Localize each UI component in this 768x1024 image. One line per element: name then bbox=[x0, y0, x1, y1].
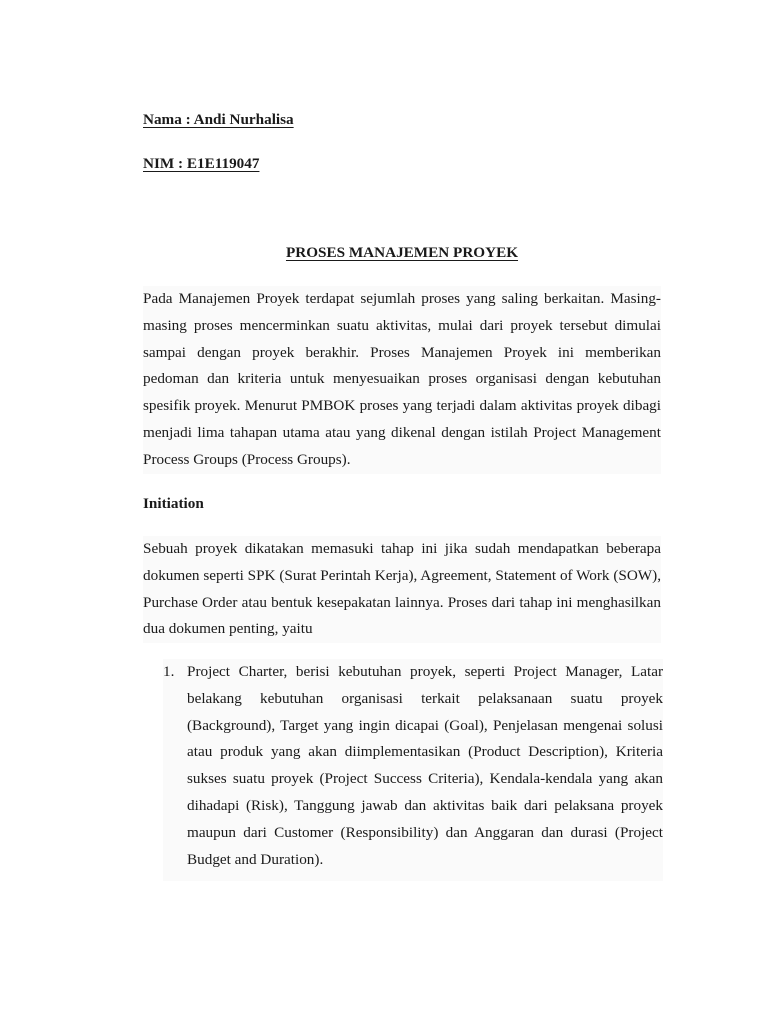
section-heading-initiation: Initiation bbox=[143, 495, 204, 512]
student-nim: NIM : E1E119047 bbox=[143, 155, 260, 172]
initiation-list bbox=[163, 659, 663, 881]
list-item bbox=[163, 659, 663, 873]
initiation-paragraph: Sebuah proyek dikatakan memasuki tahap ini jika sudah mendapatkan beberapa dokumen seperti SPK (Surat Perintah Kerja), Agreement, Statement of Work (SOW), Purchase Order atau bentuk kesepakatan lainnya. Proses dari tahap ini menghasilkan dua dokumen penting, yaitu bbox=[143, 536, 661, 643]
intro-paragraph: Pada Manajemen Proyek terdapat sejumlah proses yang saling berkaitan. Masing-masing proses mencerminkan suatu aktivitas, mulai dari proyek tersebut dimulai sampai dengan proyek berakhir. Proses Manajemen Proyek ini memberikan pedoman dan kriteria untuk menyesuaikan proses organisasi dengan kebutuhan spesifik proyek. Menurut PMBOK proses yang terjadi dalam aktivitas proyek dibagi menjadi lima tahapan utama atau yang dikenal dengan istilah Project Management Process Groups (Process Groups). bbox=[143, 286, 661, 474]
list-item-number: 1. bbox=[163, 663, 175, 680]
document-title: PROSES MANAJEMEN PROYEK bbox=[285, 244, 519, 261]
student-name: Nama : Andi Nurhalisa bbox=[143, 111, 294, 128]
list-item-text: Project Charter, berisi kebutuhan proyek, seperti Project Manager, Latar belakang kebutuhan organisasi terkait pelaksanaan suatu proyek (Background), Target yang ingin dicapai (Goal), Penjelasan mengenai solusi atau produk yang akan diimplementasikan (Product Description), Kriteria sukses suatu proyek (Project Success Criteria), Kendala-kendala yang akan dihadapi (Risk), Tanggung jawab dan aktivitas baik dari pelaksana proyek maupun dari Customer (Responsibility) dan Anggaran dan durasi (Project Budget and Duration). bbox=[187, 663, 663, 868]
